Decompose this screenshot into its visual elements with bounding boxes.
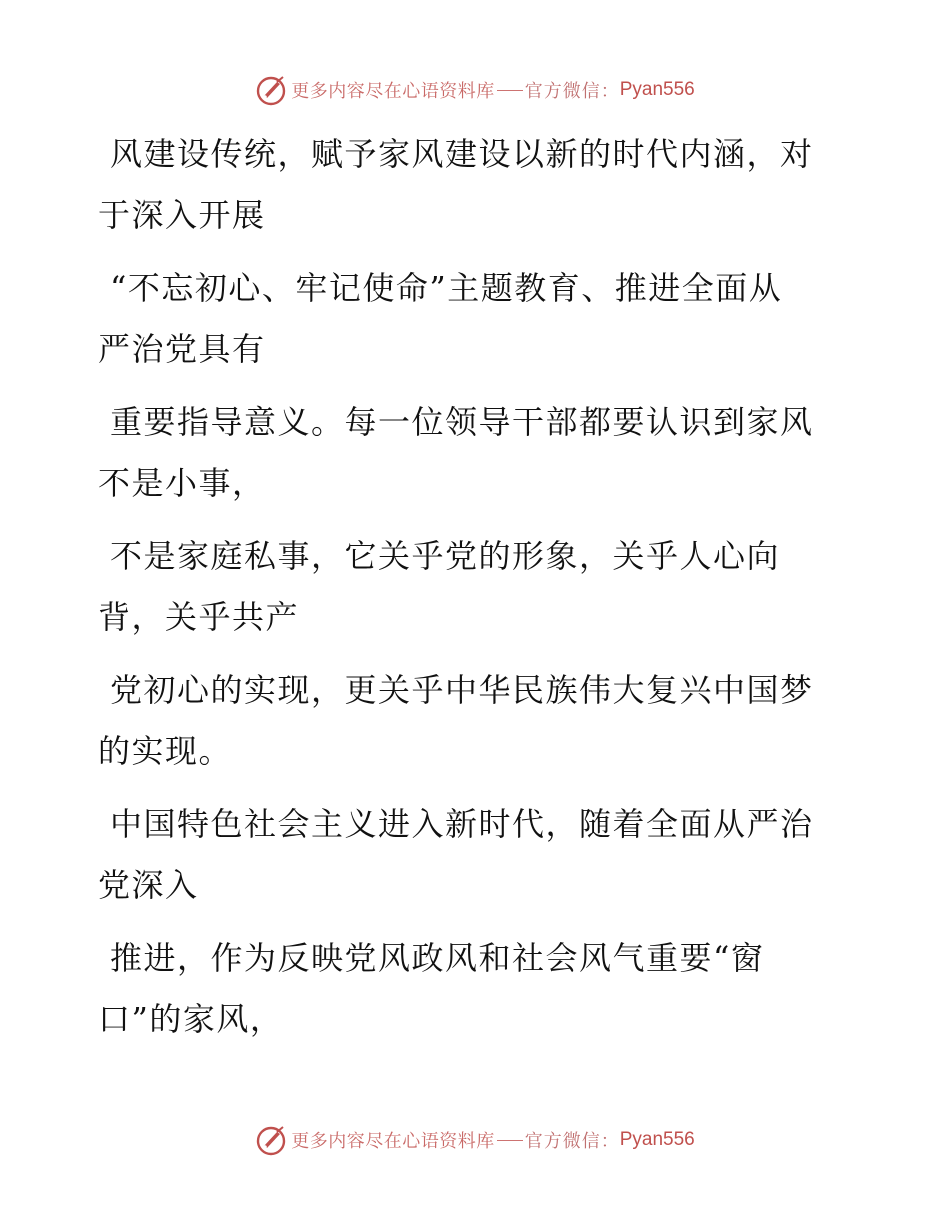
paragraph bbox=[98, 124, 838, 246]
paragraph-line: 推进，作为反映党风政风和社会风气重要“窗 bbox=[110, 939, 765, 977]
footer-wechat-label: 官方微信： bbox=[524, 1131, 620, 1152]
paragraph bbox=[98, 526, 838, 648]
header-wechat-label: 官方微信： bbox=[524, 81, 620, 102]
paragraph-line: 不是家庭私事，它关乎党的形象，关乎人心向 bbox=[110, 537, 781, 575]
header-dash bbox=[497, 90, 523, 91]
paragraph-line: 中国特色社会主义进入新时代，随着全面从严治 bbox=[110, 805, 814, 843]
paragraph-line: 重要指导意义。每一位领导干部都要认识到家风 bbox=[110, 403, 814, 441]
paragraph-line: 背，关乎共产 bbox=[98, 598, 300, 636]
quill-pen-logo-icon bbox=[255, 1124, 287, 1156]
paragraph bbox=[98, 794, 838, 916]
quill-pen-logo-icon bbox=[255, 74, 287, 106]
paragraph-line: 不是小事， bbox=[98, 464, 266, 502]
footer-account-id: Pyan556 bbox=[619, 1129, 695, 1150]
header-watermark-banner bbox=[0, 70, 950, 110]
paragraph-line: 于深入开展 bbox=[98, 196, 266, 234]
paragraph-line: 严治党具有 bbox=[98, 330, 266, 368]
paragraph-line: “不忘初心、牢记使命”主题教育、推进全面从 bbox=[110, 269, 783, 307]
paragraph-line: 党深入 bbox=[98, 866, 199, 904]
paragraph-line: 的实现。 bbox=[98, 732, 233, 770]
paragraph bbox=[98, 258, 838, 380]
paragraph bbox=[98, 392, 838, 514]
paragraph-line: 风建设传统，赋予家风建设以新的时代内涵，对 bbox=[110, 135, 814, 173]
paragraph-line: 党初心的实现，更关乎中华民族伟大复兴中国梦 bbox=[110, 671, 814, 709]
footer-dash bbox=[497, 1140, 523, 1141]
paragraph-line: 口”的家风， bbox=[98, 1000, 284, 1038]
header-site-text: 更多内容尽在心语资料库 bbox=[291, 81, 495, 102]
footer-site-text: 更多内容尽在心语资料库 bbox=[291, 1131, 495, 1152]
paragraph bbox=[98, 660, 838, 782]
document-body bbox=[98, 124, 838, 1062]
footer-watermark-banner bbox=[0, 1120, 950, 1160]
header-account-id: Pyan556 bbox=[619, 79, 695, 100]
paragraph bbox=[98, 928, 838, 1050]
